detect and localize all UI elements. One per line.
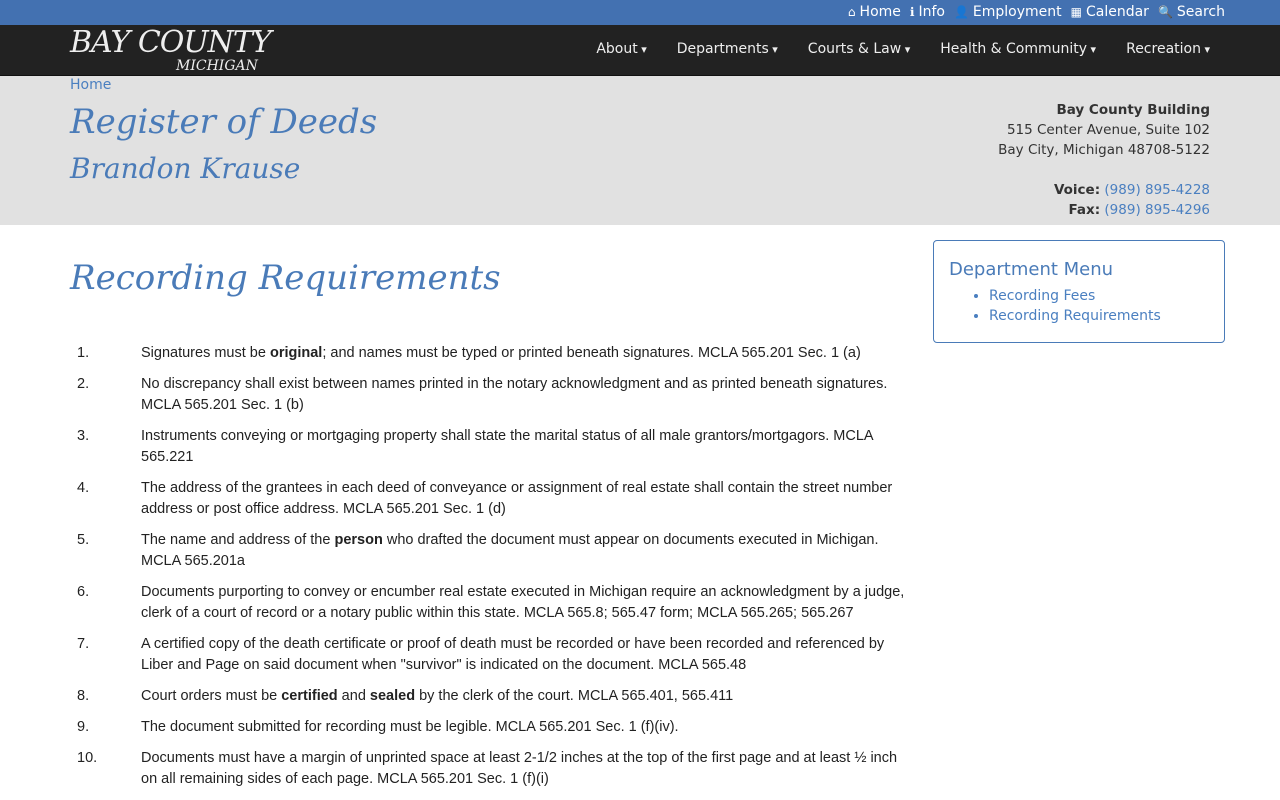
text-segment: The address of the grantees in each deed of conveyance or assignment of real estate shall contain the street number address or post office address. MCLA 565.201 Sec. 1 (d) (141, 480, 893, 517)
item-number: 8. (77, 688, 90, 704)
sidebar-link-recording-requirements[interactable]: • Recording Requirements (989, 306, 1209, 326)
toplink-label: Home (859, 4, 901, 20)
item-number: 10. (77, 750, 98, 766)
city: Bay City, Michigan 48708-5122 (998, 142, 1210, 158)
fax-link[interactable]: (989) 895-4296 (1104, 202, 1210, 218)
page-title: Register of Deeds (70, 102, 378, 142)
item-number: 1. (77, 345, 90, 361)
text-segment: No discrepancy shall exist between names printed in the notary acknowledgment and as printed beneath signatures. MCLA 565.201 Sec. 1 (b) (141, 376, 888, 413)
toplink-employment[interactable] (954, 4, 1062, 20)
toplink-label: Calendar (1085, 4, 1149, 20)
item-text (141, 343, 861, 364)
list-item (70, 374, 915, 416)
toplink-info[interactable] (910, 4, 945, 20)
text-segment: Documents must have a margin of unprinted space at least 2-1/2 inches at the top of the first page and at least ½ inch on all remaining sides of each page. MCLA 565.201 Sec. 1 (f)(i) (141, 750, 898, 787)
page-subtitle: Brandon Krause (70, 152, 301, 185)
nav-item-departments[interactable]: Departments ▾ (662, 41, 793, 57)
section-heading: Recording Requirements (70, 258, 501, 298)
building-name: Bay County Building (1056, 102, 1210, 118)
breadcrumb-home[interactable]: Home (70, 77, 112, 93)
list-item (70, 582, 915, 624)
bold-text: original (269, 345, 323, 361)
toplink-calendar[interactable] (1071, 4, 1149, 20)
text-segment: by the clerk of the court. MCLA 565.401, 565.411 (415, 688, 734, 704)
item-text (141, 478, 915, 520)
toplink-label: Employment (972, 4, 1062, 20)
bold-text: sealed (369, 688, 416, 704)
list-item (70, 530, 915, 572)
calendar-icon: ▦ (1070, 5, 1082, 19)
department-menu-links (949, 286, 1209, 326)
toplink-label: Search (1176, 4, 1225, 20)
bay-county-logo[interactable] (70, 25, 271, 74)
text-segment: Instruments conveying or mortgaging property shall state the marital status of all male grantors/mortgagors. MCLA 565.221 (141, 428, 873, 465)
bold-text: certified (281, 688, 338, 704)
logo-line1: BAY COUNTY (70, 25, 271, 60)
voice-phone-link[interactable]: (989) 895-4228 (1104, 182, 1210, 198)
list-item (70, 686, 915, 707)
text-segment: who drafted the document must appear on documents executed in Michigan. MCLA 565.201a (141, 532, 879, 569)
item-text (141, 530, 915, 572)
nav-item-recreation[interactable]: Recreation ▾ (1111, 41, 1225, 57)
nav-item-about[interactable]: About ▾ (581, 41, 661, 57)
item-number: 6. (77, 584, 90, 600)
text-segment: The name and address of the (141, 532, 335, 548)
item-text (141, 582, 915, 624)
item-number: 5. (77, 532, 90, 548)
item-number: 9. (77, 719, 90, 735)
street: 515 Center Avenue, Suite 102 (1006, 122, 1210, 138)
item-text (141, 748, 915, 790)
item-text (141, 634, 915, 676)
list-item (70, 343, 915, 364)
logo-line2: MICHIGAN (176, 58, 258, 74)
item-number: 7. (77, 636, 90, 652)
list-item (70, 748, 915, 790)
requirements-list (70, 343, 915, 800)
home-icon: ⌂ (847, 5, 856, 19)
utility-links (848, 4, 1225, 20)
search-icon: 🔍 (1157, 5, 1173, 19)
text-segment: Court orders must be (141, 688, 282, 704)
department-menu (933, 240, 1225, 343)
page-header (0, 76, 1280, 225)
voice-label: Voice: (1053, 182, 1101, 198)
text-segment: The document submitted for recording must be legible. MCLA 565.201 Sec. 1 (f)(iv). (141, 719, 679, 735)
item-text (141, 426, 915, 468)
text-segment: ; and names must be typed or printed beneath signatures. MCLA 565.201 Sec. 1 (a) (322, 345, 861, 361)
utility-bar (0, 0, 1280, 25)
item-text (141, 374, 915, 416)
item-number: 3. (77, 428, 90, 444)
item-number: 4. (77, 480, 90, 496)
nav-item-courts-law[interactable]: Courts & Law ▾ (793, 41, 925, 57)
list-item (70, 478, 915, 520)
toplink-label: Info (918, 4, 945, 20)
toplink-search[interactable] (1158, 4, 1225, 20)
fax-label: Fax: (1068, 202, 1101, 218)
text-segment: and (337, 688, 370, 704)
info-icon: ℹ (909, 5, 915, 19)
department-menu-title: Department Menu (949, 259, 1114, 280)
item-text (141, 686, 733, 707)
text-segment: Signatures must be (141, 345, 270, 361)
sidebar-link-recording-fees[interactable]: • Recording Fees (989, 286, 1209, 306)
text-segment: A certified copy of the death certificate or proof of death must be recorded or have been recorded and referenced by Liber and Page on said document when "survivor" is indicated on the document. MCLA 565.48 (141, 636, 885, 673)
main-nav (0, 25, 1280, 76)
nav-menu (581, 41, 1225, 57)
bold-text: person (334, 532, 383, 548)
contact-address (998, 100, 1210, 220)
nav-item-health-community[interactable]: Health & Community ▾ (925, 41, 1111, 57)
item-number: 2. (77, 376, 90, 392)
list-item (70, 634, 915, 676)
list-item (70, 717, 915, 738)
list-item (70, 426, 915, 468)
item-text (141, 717, 679, 738)
toplink-home[interactable] (848, 4, 901, 20)
user-icon: 👤 (953, 5, 969, 19)
text-segment: Documents purporting to convey or encumber real estate executed in Michigan require an acknowledgment by a judge, clerk of a court of record or a notary public within this state. MCLA 565.8; 565.47 form; MCLA 565.265; 565.267 (141, 584, 905, 621)
